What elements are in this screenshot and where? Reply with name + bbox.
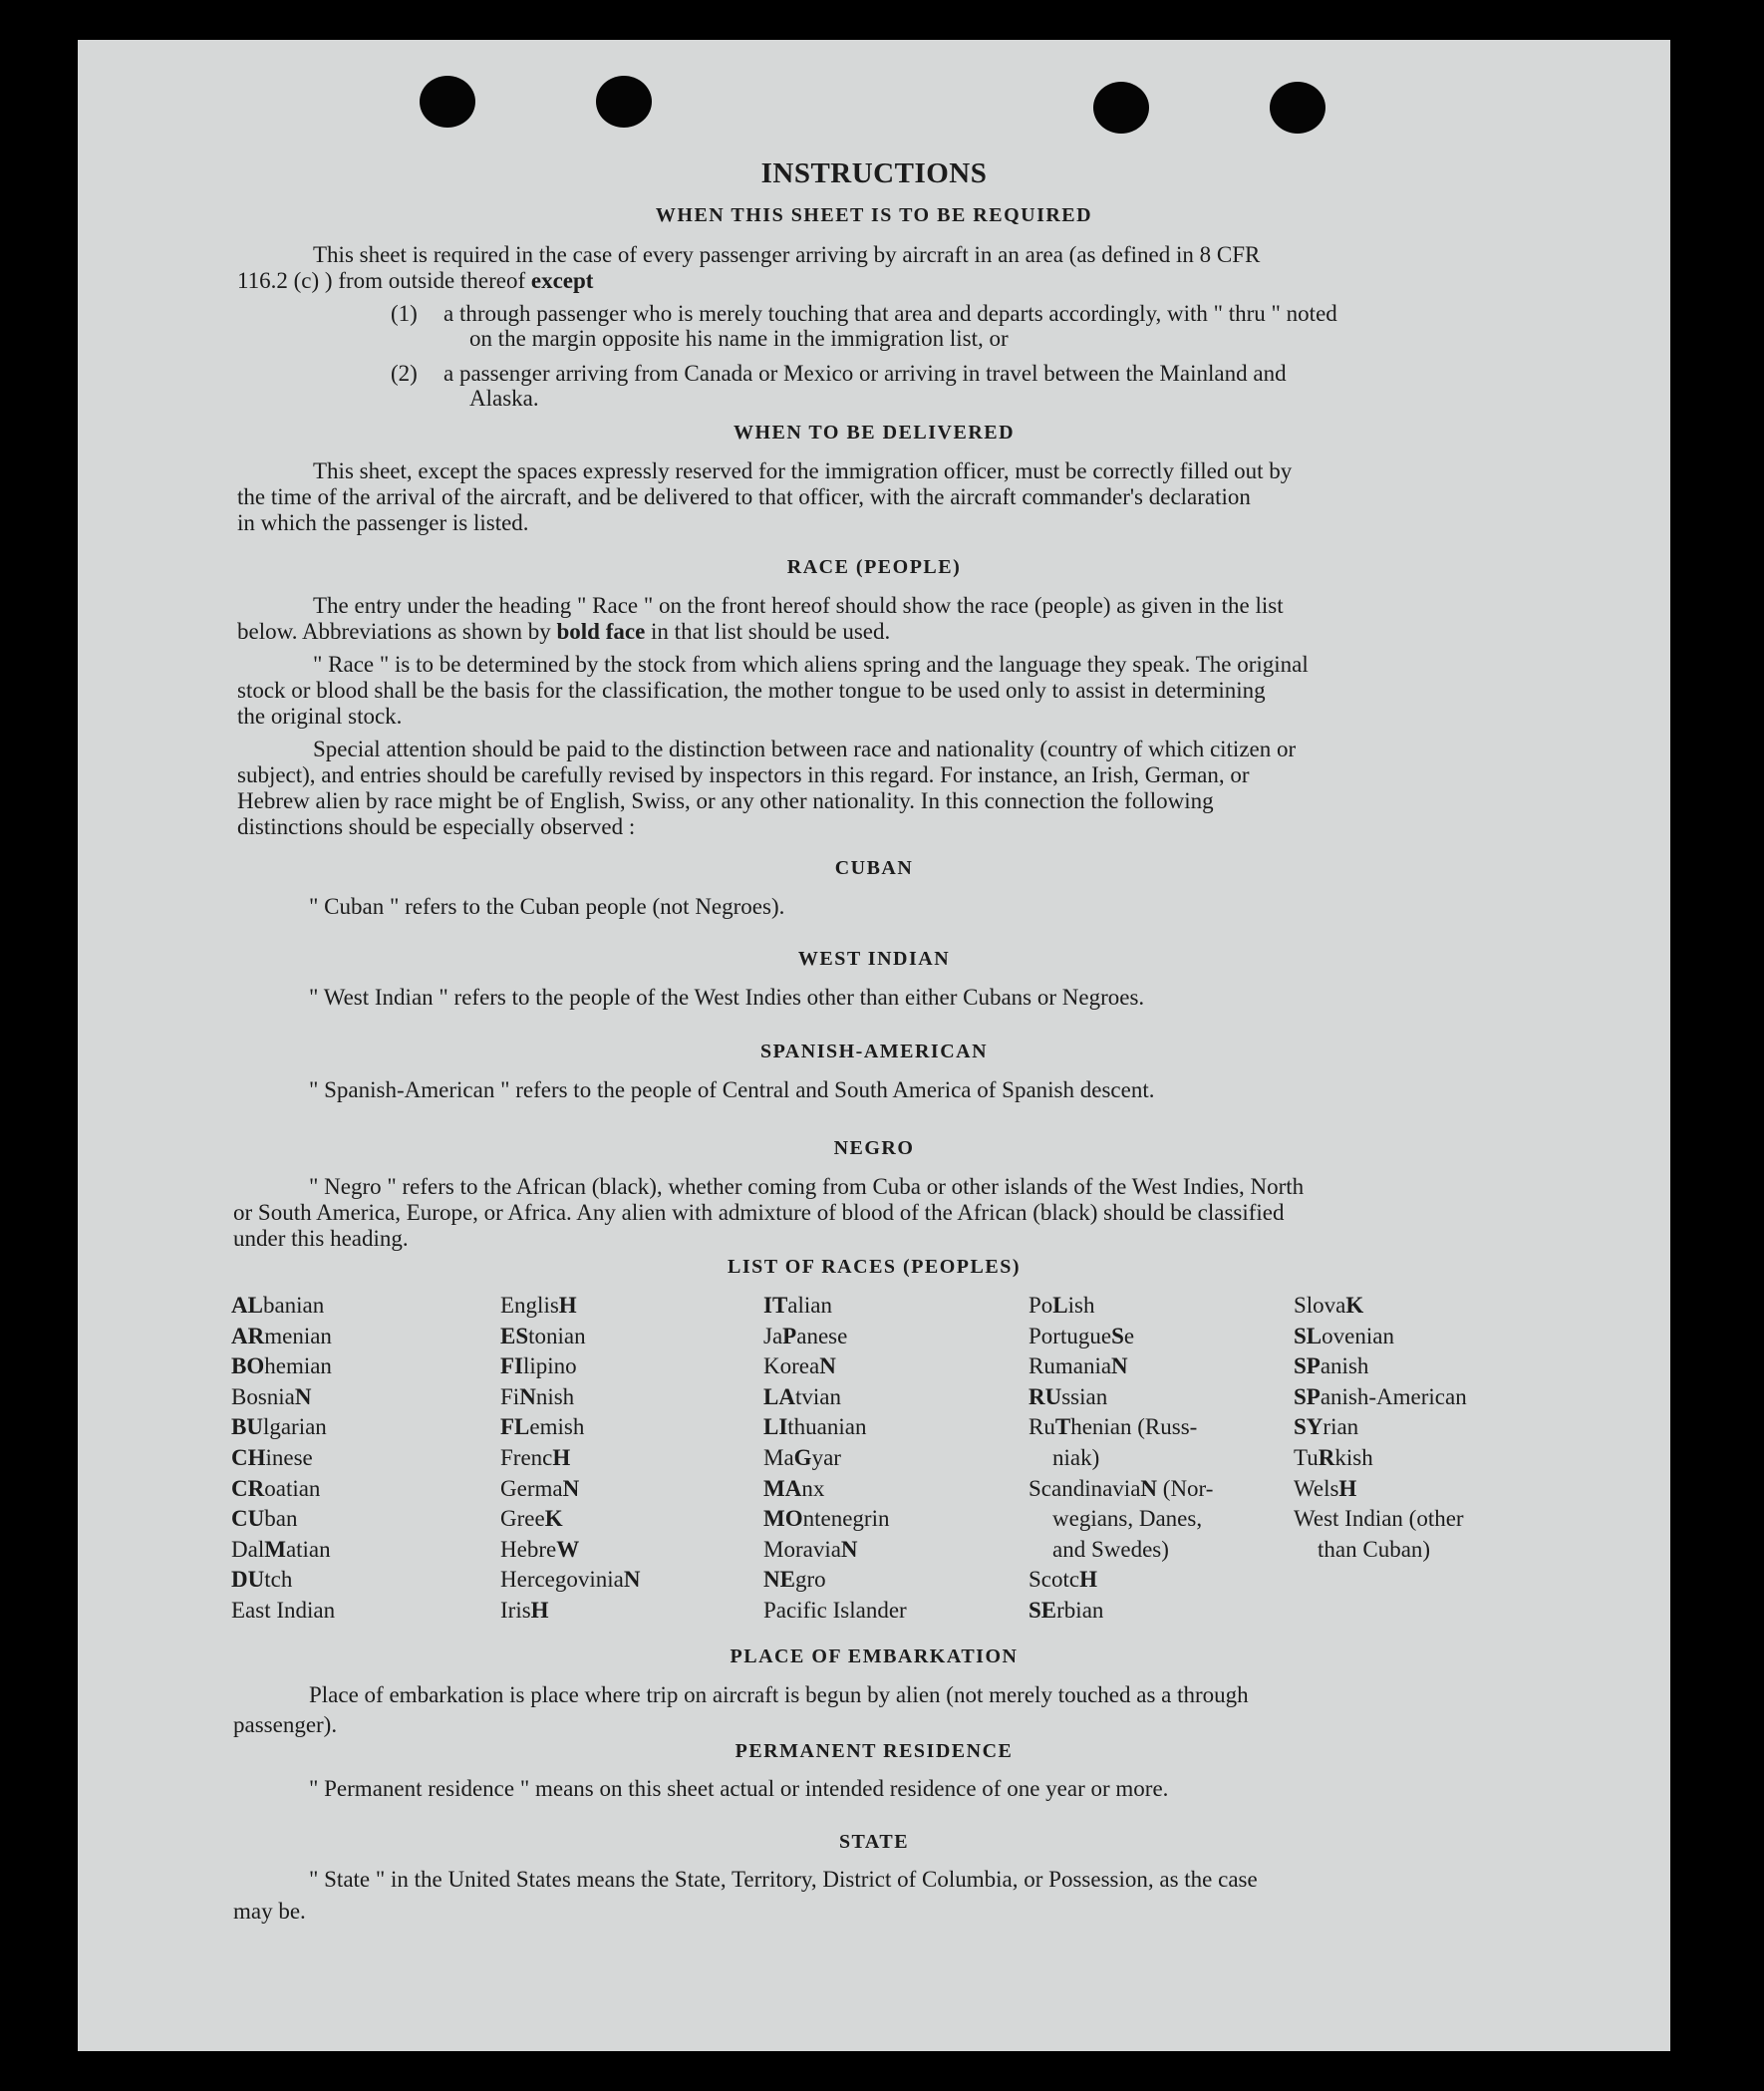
race-name-text: inese <box>265 1444 313 1470</box>
race-abbrev-bold: N <box>623 1567 641 1593</box>
race-name-text: yar <box>811 1444 841 1470</box>
race-entry <box>1029 1382 1213 1413</box>
race-abbrev-bold: CU <box>231 1506 265 1532</box>
race-abbrev-bold: DU <box>231 1567 265 1593</box>
race-entry <box>500 1535 641 1566</box>
race-entry <box>1029 1535 1213 1566</box>
race-entry <box>231 1504 335 1535</box>
embarkation-line-1: Place of embarkation is place where trip on aircraft is begun by alien (not merely touched as a through <box>309 1682 1249 1707</box>
race-name-text: West Indian (other <box>1294 1506 1464 1532</box>
race-entry <box>500 1596 641 1627</box>
heading-place-of-embarkation: PLACE OF EMBARKATION <box>730 1645 1019 1667</box>
race-name-text: anese <box>796 1323 848 1348</box>
heading-list-of-races: LIST OF RACES (PEOPLES) <box>727 1256 1021 1278</box>
item-2-line-1: a passenger arriving from Canada or Mexico or arriving in travel between the Mainland and <box>443 361 1287 386</box>
race-name-text: Ru <box>1029 1414 1055 1440</box>
race-p3-line-1: Special attention should be paid to the distinction between race and nationality (country of which citizen or <box>313 737 1297 761</box>
race-entry <box>231 1412 335 1443</box>
race-name-text: atian <box>285 1536 331 1562</box>
race-p1-line-2-start: below. Abbreviations as shown by <box>237 619 551 644</box>
race-entry <box>763 1291 907 1322</box>
race-abbrev-bold: SE <box>1029 1597 1057 1623</box>
race-abbrev-bold: CR <box>231 1475 265 1501</box>
race-abbrev-bold: M <box>264 1536 286 1562</box>
race-entry <box>763 1565 907 1596</box>
race-abbrev-bold: T <box>1054 1414 1071 1440</box>
race-abbrev-bold: H <box>1079 1567 1097 1593</box>
race-abbrev-bold: LA <box>763 1383 795 1409</box>
race-name-text: rbian <box>1056 1597 1104 1623</box>
heading-west-indian: WEST INDIAN <box>797 948 951 970</box>
race-entry <box>1029 1412 1213 1443</box>
race-name-text: Rumania <box>1029 1353 1112 1379</box>
item-2-line-2: Alaska. <box>469 386 539 411</box>
race-entry <box>763 1474 907 1505</box>
race-name-text: ovenian <box>1322 1323 1394 1348</box>
race-entry <box>231 1443 335 1474</box>
race-name-text: Moravia <box>763 1536 841 1562</box>
race-name-text: oatian <box>264 1475 321 1501</box>
race-entry <box>1294 1443 1467 1474</box>
heading-negro: NEGRO <box>833 1137 915 1159</box>
race-name-text: Germa <box>500 1475 563 1501</box>
race-name-text: Gree <box>500 1506 545 1532</box>
state-line-1: " State " in the United States means the State, Territory, District of Columbia, or Possession, as the case <box>309 1867 1258 1892</box>
race-abbrev-bold: K <box>544 1506 563 1532</box>
race-name-text: Po <box>1029 1293 1053 1318</box>
race-p1-line-2 <box>237 619 890 645</box>
race-entry <box>763 1322 907 1352</box>
race-name-text: tvian <box>794 1383 841 1409</box>
race-entry <box>1029 1474 1213 1505</box>
heading-spanish-american: SPANISH-AMERICAN <box>759 1041 989 1062</box>
race-abbrev-bold: AL <box>231 1293 263 1318</box>
heading-state: STATE <box>838 1831 910 1853</box>
race-abbrev-bold: P <box>782 1323 797 1348</box>
race-entry <box>763 1412 907 1443</box>
race-entry <box>1029 1596 1213 1627</box>
race-entry <box>231 1291 335 1322</box>
punch-hole-4 <box>1270 82 1325 134</box>
race-p3-line-2: subject), and entries should be carefully revised by inspectors in this regard. For instance, an Irish, German, or <box>237 762 1250 787</box>
race-entry <box>500 1474 641 1505</box>
race-abbrev-bold: K <box>1345 1293 1364 1318</box>
race-entry <box>1294 1291 1467 1322</box>
cuban-text: " Cuban " refers to the Cuban people (not Negroes). <box>309 894 785 919</box>
race-abbrev-bold: FI <box>500 1353 523 1379</box>
race-p3-line-3: Hebrew alien by race might be of English, Swiss, or any other nationality. In this connection the following <box>237 788 1214 813</box>
race-entry <box>763 1382 907 1413</box>
race-name-text: East Indian <box>231 1597 336 1623</box>
race-entry <box>1294 1351 1467 1382</box>
race-entry <box>1294 1535 1467 1566</box>
negro-line-1: " Negro " refers to the African (black), whether coming from Cuba or other islands of the West Indies, North <box>309 1174 1305 1199</box>
race-name-text: Frenc <box>500 1444 553 1470</box>
race-abbrev-bold: MA <box>763 1475 802 1501</box>
race-name-text: Fi <box>500 1383 520 1409</box>
race-name-text: henian (Russ- <box>1070 1414 1198 1440</box>
race-p3-line-4: distinctions should be especially observed : <box>237 814 636 839</box>
residence-text: " Permanent residence " means on this sheet actual or intended residence of one year or more. <box>309 1776 1169 1801</box>
race-entry <box>1294 1322 1467 1352</box>
race-entry <box>500 1291 641 1322</box>
races-column-1 <box>231 1291 335 1627</box>
race-abbrev-bold: SP <box>1294 1353 1321 1379</box>
race-entry <box>500 1565 641 1596</box>
race-entry <box>1029 1291 1213 1322</box>
race-abbrev-bold: LI <box>763 1414 788 1440</box>
race-abbrev-bold: H <box>1338 1475 1357 1501</box>
heading-race: RACE (PEOPLE) <box>786 556 962 578</box>
race-entry <box>500 1351 641 1382</box>
race-name-text: Korea <box>763 1353 820 1379</box>
race-name-text: Bosnia <box>231 1383 295 1409</box>
race-entry <box>231 1596 335 1627</box>
race-name-text: Pacific Islander <box>763 1597 907 1623</box>
race-entry <box>1294 1504 1467 1535</box>
race-abbrev-bold: NE <box>763 1567 795 1593</box>
race-abbrev-bold: H <box>530 1597 549 1623</box>
race-name-text: than Cuban) <box>1318 1536 1431 1562</box>
race-name-text: ish <box>1067 1293 1095 1318</box>
race-abbrev-bold: SP <box>1294 1383 1321 1409</box>
race-entry <box>1029 1443 1213 1474</box>
race-p1-line-1: The entry under the heading " Race " on the front hereof should show the race (people) as given in the list <box>313 593 1284 618</box>
race-p1-line-2-end: in that list should be used. <box>651 619 891 644</box>
race-entry <box>763 1351 907 1382</box>
race-name-text: ntenegrin <box>802 1506 890 1532</box>
item-2-number: (2) <box>391 361 418 386</box>
race-abbrev-bold: RU <box>1029 1383 1062 1409</box>
spanish-american-text: " Spanish-American " refers to the people of Central and South America of Spanish descent. <box>309 1077 1155 1102</box>
race-entry <box>231 1565 335 1596</box>
race-name-text: Tu <box>1294 1444 1319 1470</box>
race-abbrev-bold: G <box>793 1444 812 1470</box>
race-abbrev-bold: L <box>1052 1293 1068 1318</box>
race-name-text: Hebre <box>500 1536 557 1562</box>
race-abbrev-bold: N <box>1111 1353 1128 1379</box>
race-entry <box>231 1382 335 1413</box>
race-abbrev-bold: SL <box>1294 1323 1323 1348</box>
state-line-2: may be. <box>233 1899 306 1924</box>
races-column-5 <box>1294 1291 1467 1565</box>
required-text-line-2-start: 116.2 (c) ) from outside thereof <box>237 268 526 293</box>
race-abbrev-bold: S <box>1111 1323 1124 1348</box>
race-name-text: niak) <box>1052 1444 1100 1470</box>
required-text-line-2 <box>237 268 593 294</box>
heading-permanent-residence: PERMANENT RESIDENCE <box>735 1740 1014 1762</box>
race-entry <box>231 1322 335 1352</box>
race-abbrev-bold: N <box>519 1383 536 1409</box>
race-entry <box>500 1412 641 1443</box>
race-entry <box>763 1443 907 1474</box>
race-entry <box>500 1382 641 1413</box>
race-p2-line-3: the original stock. <box>237 704 403 729</box>
race-name-text: e <box>1123 1323 1135 1348</box>
race-entry <box>231 1351 335 1382</box>
race-abbrev-bold: IT <box>763 1293 788 1318</box>
delivered-line-1: This sheet, except the spaces expressly reserved for the immigration officer, must be correctly filled out by <box>313 458 1293 483</box>
races-column-3 <box>763 1291 907 1627</box>
race-entry <box>231 1535 335 1566</box>
race-name-text: lipino <box>523 1353 577 1379</box>
race-name-text: menian <box>264 1323 332 1348</box>
race-abbrev-bold: N <box>840 1536 858 1562</box>
race-name-text: nish <box>535 1383 575 1409</box>
item-1-number: (1) <box>391 301 418 326</box>
race-bold-face-words: bold face <box>556 619 646 644</box>
race-entry <box>231 1474 335 1505</box>
race-abbrev-bold: CH <box>231 1444 266 1470</box>
race-name-text: Dal <box>231 1536 265 1562</box>
race-name-text: Ja <box>763 1323 783 1348</box>
race-name-text: anish-American <box>1320 1383 1467 1409</box>
punch-hole-3 <box>1093 82 1149 134</box>
race-name-text: tonian <box>528 1323 586 1348</box>
punch-hole-1 <box>420 76 475 128</box>
race-abbrev-bold: N <box>562 1475 580 1501</box>
race-name-text: gro <box>794 1567 826 1593</box>
race-abbrev-bold: BO <box>231 1353 265 1379</box>
race-abbrev-bold: N <box>819 1353 836 1379</box>
race-entry <box>1294 1382 1467 1413</box>
item-1-line-1: a through passenger who is merely touching that area and departs accordingly, with " thru " noted <box>443 301 1337 326</box>
race-entry <box>1029 1351 1213 1382</box>
races-column-2 <box>500 1291 641 1627</box>
race-entry <box>1294 1474 1467 1505</box>
race-p2-line-2: stock or blood shall be the basis for the classification, the mother tongue to be used only to assist in determining <box>237 678 1266 703</box>
punch-hole-2 <box>596 76 652 128</box>
race-entry <box>763 1535 907 1566</box>
race-name-text: (Nor- <box>1157 1475 1214 1501</box>
race-name-text: Portugue <box>1029 1323 1112 1348</box>
heading-when-delivered: WHEN TO BE DELIVERED <box>733 422 1016 444</box>
race-name-text: Scandinavia <box>1029 1475 1141 1501</box>
race-abbrev-bold: FL <box>500 1414 530 1440</box>
required-except-word: except <box>530 268 594 293</box>
race-abbrev-bold: AR <box>231 1323 265 1348</box>
race-abbrev-bold: H <box>558 1293 577 1318</box>
race-entry <box>500 1443 641 1474</box>
race-entry <box>763 1504 907 1535</box>
races-column-4 <box>1029 1291 1213 1627</box>
race-entry <box>500 1322 641 1352</box>
race-name-text: tch <box>264 1567 293 1593</box>
race-name-text: nx <box>801 1475 825 1501</box>
race-entry <box>1029 1322 1213 1352</box>
race-name-text: anish <box>1320 1353 1369 1379</box>
required-text-line-1: This sheet is required in the case of every passenger arriving by aircraft in an area (as defined in 8 CFR <box>313 242 1261 267</box>
race-name-text: Ma <box>763 1444 794 1470</box>
race-abbrev-bold: H <box>552 1444 571 1470</box>
race-abbrev-bold: W <box>556 1536 580 1562</box>
race-name-text: Scotc <box>1029 1567 1080 1593</box>
race-name-text: banian <box>262 1293 325 1318</box>
race-abbrev-bold: SY <box>1294 1414 1323 1440</box>
race-entry <box>763 1596 907 1627</box>
race-name-text: Iris <box>500 1597 531 1623</box>
race-p2-line-1: " Race " is to be determined by the stock from which aliens spring and the language they speak. The original <box>313 652 1309 677</box>
race-name-text: thuanian <box>787 1414 867 1440</box>
race-abbrev-bold: R <box>1318 1444 1335 1470</box>
instruction-sheet <box>78 40 1670 2051</box>
race-abbrev-bold: MO <box>763 1506 803 1532</box>
race-name-text: kish <box>1334 1444 1373 1470</box>
race-name-text: hemian <box>264 1353 332 1379</box>
west-indian-text: " West Indian " refers to the people of the West Indies other than either Cubans or Negroes. <box>309 985 1145 1010</box>
race-entry <box>500 1504 641 1535</box>
heading-cuban: CUBAN <box>834 857 914 879</box>
race-name-text: lgarian <box>262 1414 327 1440</box>
race-name-text: Hercegovinia <box>500 1567 624 1593</box>
item-1-line-2: on the margin opposite his name in the immigration list, or <box>469 326 1009 351</box>
race-name-text: Wels <box>1294 1475 1339 1501</box>
race-abbrev-bold: N <box>294 1383 312 1409</box>
race-entry <box>1294 1412 1467 1443</box>
race-entry <box>1029 1565 1213 1596</box>
race-abbrev-bold: N <box>1140 1475 1158 1501</box>
delivered-line-2: the time of the arrival of the aircraft, and be delivered to that officer, with the aircraft commander's declaration <box>237 484 1251 509</box>
delivered-line-3: in which the passenger is listed. <box>237 510 529 535</box>
race-name-text: wegians, Danes, <box>1052 1506 1203 1532</box>
race-name-text: ban <box>264 1506 298 1532</box>
race-name-text: ssian <box>1061 1383 1108 1409</box>
race-name-text: emish <box>529 1414 585 1440</box>
race-name-text: Englis <box>500 1293 559 1318</box>
race-abbrev-bold: BU <box>231 1414 263 1440</box>
embarkation-line-2: passenger). <box>233 1712 338 1737</box>
race-name-text: Slova <box>1294 1293 1346 1318</box>
race-name-text: rian <box>1323 1414 1359 1440</box>
page-title: INSTRUCTIONS <box>760 157 988 189</box>
race-abbrev-bold: ES <box>500 1323 529 1348</box>
negro-line-2: or South America, Europe, or Africa. Any alien with admixture of blood of the African (black) should be classified <box>233 1200 1285 1225</box>
heading-when-required: WHEN THIS SHEET IS TO BE REQUIRED <box>655 204 1093 226</box>
race-entry <box>1029 1504 1213 1535</box>
race-name-text: alian <box>787 1293 832 1318</box>
race-name-text: and Swedes) <box>1052 1536 1169 1562</box>
negro-line-3: under this heading. <box>233 1226 409 1251</box>
